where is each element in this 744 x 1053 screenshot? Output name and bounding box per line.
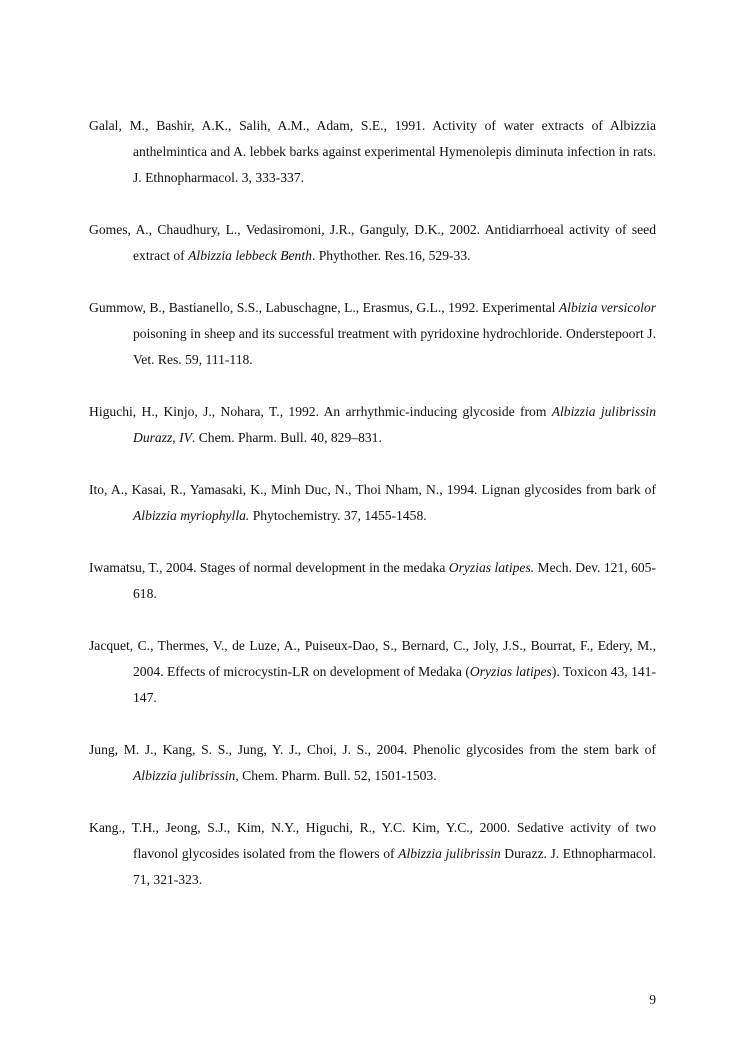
reference-text: , Chem. Pharm. Bull. 52, 1501-1503.: [235, 768, 437, 783]
reference-text: Iwamatsu, T., 2004. Stages of normal development in the medaka: [89, 560, 449, 575]
reference-text: poisoning in sheep and its successful treatment with pyridoxine hydrochloride. Onderstepoort J. Vet. Res. 59, 111-118.: [133, 326, 656, 367]
reference-text: Kang., T.H., Jeong, S.J., Kim, N.Y., Higuchi, R., Y.C. Kim, Y.C., 2000. Sedative activity of two flavonol glycosides isolated from the flowers of: [89, 820, 656, 861]
reference-italic-text: Oryzias latipes: [469, 664, 552, 679]
reference-text: Ito, A., Kasai, R., Yamasaki, K., Minh Duc, N., Thoi Nham, N., 1994. Lignan glycosides from bark of: [89, 482, 656, 497]
reference-italic-text: Oryzias latipes.: [448, 560, 535, 575]
reference-italic-text: Albizzia julibrissin Durazz, IV: [133, 404, 656, 445]
reference-entry: [89, 113, 656, 191]
reference-text: Durazz. J. Ethnopharmacol. 71, 321-323.: [133, 846, 657, 887]
page-number: 9: [649, 992, 656, 1007]
reference-italic-text: Albizzia julibrissin: [133, 768, 236, 783]
reference-text: . Phythother. Res.16, 529-33.: [311, 248, 471, 263]
reference-text: . Chem. Pharm. Bull. 40, 829–831.: [191, 430, 382, 445]
reference-italic-text: Albizzia lebbeck Benth: [188, 248, 312, 263]
reference-entry: [89, 217, 656, 269]
reference-entry: [89, 555, 656, 607]
reference-text: Jung, M. J., Kang, S. S., Jung, Y. J., Choi, J. S., 2004. Phenolic glycosides from the stem bark of: [89, 742, 656, 757]
reference-list: [89, 113, 656, 919]
reference-entry: [89, 737, 656, 789]
reference-text: Phytochemistry. 37, 1455-1458.: [249, 508, 427, 523]
reference-entry: [89, 477, 656, 529]
reference-italic-text: Albizzia myriophylla.: [133, 508, 250, 523]
reference-text: Jacquet, C., Thermes, V., de Luze, A., Puiseux-Dao, S., Bernard, C., Joly, J.S., Bourrat, F., Edery, M., 2004. Effects of microcystin-LR on development of Medaka (: [89, 638, 656, 679]
reference-text: Higuchi, H., Kinjo, J., Nohara, T., 1992. An arrhythmic-inducing glycoside from: [89, 404, 552, 419]
reference-entry: [89, 815, 656, 893]
reference-text: Gomes, A., Chaudhury, L., Vedasiromoni, J.R., Ganguly, D.K., 2002. Antidiarrhoeal activity of seed extract of: [89, 222, 656, 263]
reference-entry: [89, 399, 656, 451]
reference-italic-text: Albizia versicolor: [558, 300, 656, 315]
reference-text: Gummow, B., Bastianello, S.S., Labuschagne, L., Erasmus, G.L., 1992. Experimental: [89, 300, 559, 315]
reference-entry: [89, 633, 656, 711]
reference-text: Mech. Dev. 121, 605-618.: [133, 560, 657, 601]
reference-text: ). Toxicon 43, 141-147.: [133, 664, 656, 705]
reference-italic-text: Albizzia julibrissin: [398, 846, 501, 861]
reference-entry: [89, 295, 656, 373]
reference-text: Galal, M., Bashir, A.K., Salih, A.M., Adam, S.E., 1991. Activity of water extracts of Albizzia anthelmintica and A. lebbek barks against experimental Hymenolepis diminuta infection in rats. J. Ethnopharmacol. 3, 333-337.: [89, 118, 656, 185]
